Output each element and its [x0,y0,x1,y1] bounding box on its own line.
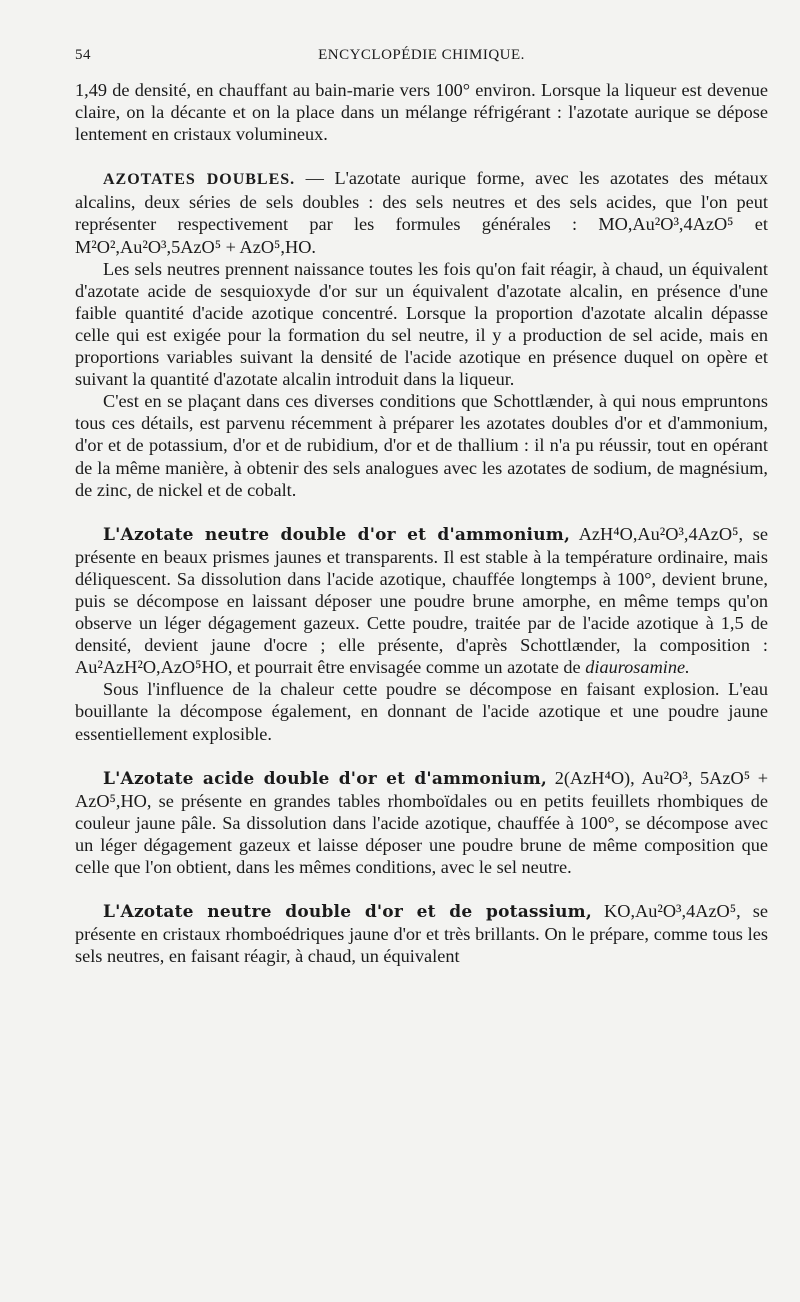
section-heading: AZOTATES DOUBLES. [103,171,296,189]
paragraph-1: 1,49 de densité, en chauffant au bain-marie vers 100° environ. Lorsque la liqueur est devenue claire, on la décante et on la place dans un mélange réfrigérant : l'azotate aurique se dépose lentement en cristaux volumineux. [75,80,768,145]
paragraph-azotates-doubles [75,167,768,257]
body-text [75,79,768,967]
subsection-heading: L'Azotate neutre double d'or et d'ammonium, [103,524,571,545]
paragraph-4: C'est en se plaçant dans ces diverses conditions que Schottlænder, à qui nous empruntons tous ces détails, est parvenu récemment à préparer les azotates doubles d'or et d'ammonium, d'or et de potassium, d'or et de rubidium, d'or et de thallium : il n'a pu réussir, tout en opérant de la même manière, à obtenir des sels analogues avec les azotates de sodium, de magnésium, de zinc, de nickel et de cobalt. [75,391,768,500]
paragraph-neutral-ammonium [75,523,768,679]
subsection-heading: L'Azotate neutre double d'or et de potassium, [103,902,592,923]
paragraph-text: AzH⁴O,Au²O³,4AzO⁵, se présente en beaux prismes jaunes et transparents. Il est stable à la température ordinaire, mais déliquescent. Sa dissolution dans l'acide azotique, chauffée longtemps à 100°, devient brune, puis se décompose en laissant déposer une poudre brune amorphe, en même temps qu'on observe un léger dégagement gazeux. Cette poudre, traitée par de l'acide azotique à 1,5 de densité, devient jaune d'ocre ; elle présente, d'après Schottlænder, la composition : Au²AzH²O,AzO⁵HO, et pourrait être envisagée comme un azotate de [75,523,768,678]
paragraph-text: — L'azotate aurique forme, avec les azotates des métaux alcalins, deux séries de sels doubles : des sels neutres et des sels acides, que l'on peut représenter respectivement par les formules générales : MO,Au²O³,4AzO⁵ et M²O²,Au²O³,5AzO⁵ + AzO⁵,HO. [75,168,769,257]
running-header [75,47,768,67]
paragraph-3: Les sels neutres prennent naissance toutes les fois qu'on fait réagir, à chaud, un équivalent d'azotate acide de sesquioxyde d'or sur un équivalent d'azotate alcalin, en présence d'une faible quantité d'acide azotique concentré. Lorsque la proportion d'azotate alcalin dépasse celle qui est exigée pour la formation du sel neutre, il y a production de sel acide, mais en proportions variables suivant la densité de l'acide azotique en présence duquel on opère et suivant la quantité d'azotate alcalin introduit dans la liqueur. [75,258,768,390]
paragraph-neutral-potassium [75,900,768,967]
running-title: ENCYCLOPÉDIE CHIMIQUE. [318,47,525,63]
italic-term: diaurosamine. [585,657,690,678]
subsection-heading: L'Azotate acide double d'or et d'ammonium, [103,768,548,789]
paragraph-acid-ammonium [75,767,768,878]
paragraph-text: 2(AzH⁴O), Au²O³, 5AzO⁵ + AzO⁵,HO, se présente en grandes tables rhomboïdales ou en petits feuillets rhombiques de couleur jaune pâle. Sa dissolution dans l'acide azotique, chauffée à 100°, se décompose avec un léger dégagement gazeux et laisse déposer une poudre brune de même composition que celle que l'on obtient, dans les mêmes conditions, avec le sel neutre. [75,767,769,877]
page-number: 54 [75,47,91,63]
paragraph-6: Sous l'influence de la chaleur cette poudre se décompose en faisant explosion. L'eau bouillante la décompose également, en donnant de l'acide azotique et une poudre jaune essentiellement explosible. [75,679,768,744]
paragraph-text: KO,Au²O³,4AzO⁵, se présente en cristaux rhomboédriques jaune d'or et très brillants. On le prépare, comme tous les sels neutres, en faisant réagir, à chaud, un équivalent [75,901,768,967]
